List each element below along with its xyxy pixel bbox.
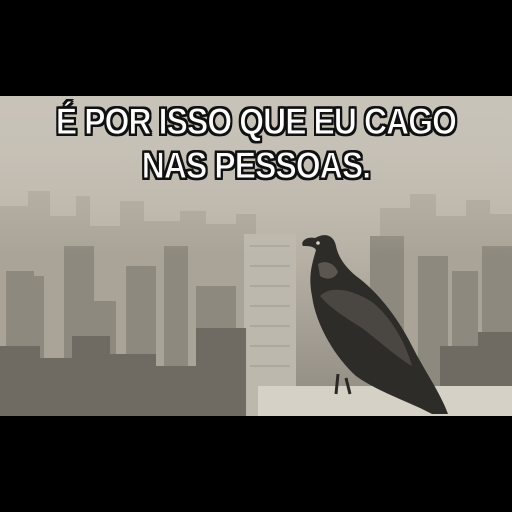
meme-caption: [0, 100, 512, 188]
caption-line-1: É POR ISSO QUE EU CAGO: [55, 101, 457, 142]
caption-line-2: NAS PESSOAS.: [141, 145, 371, 186]
